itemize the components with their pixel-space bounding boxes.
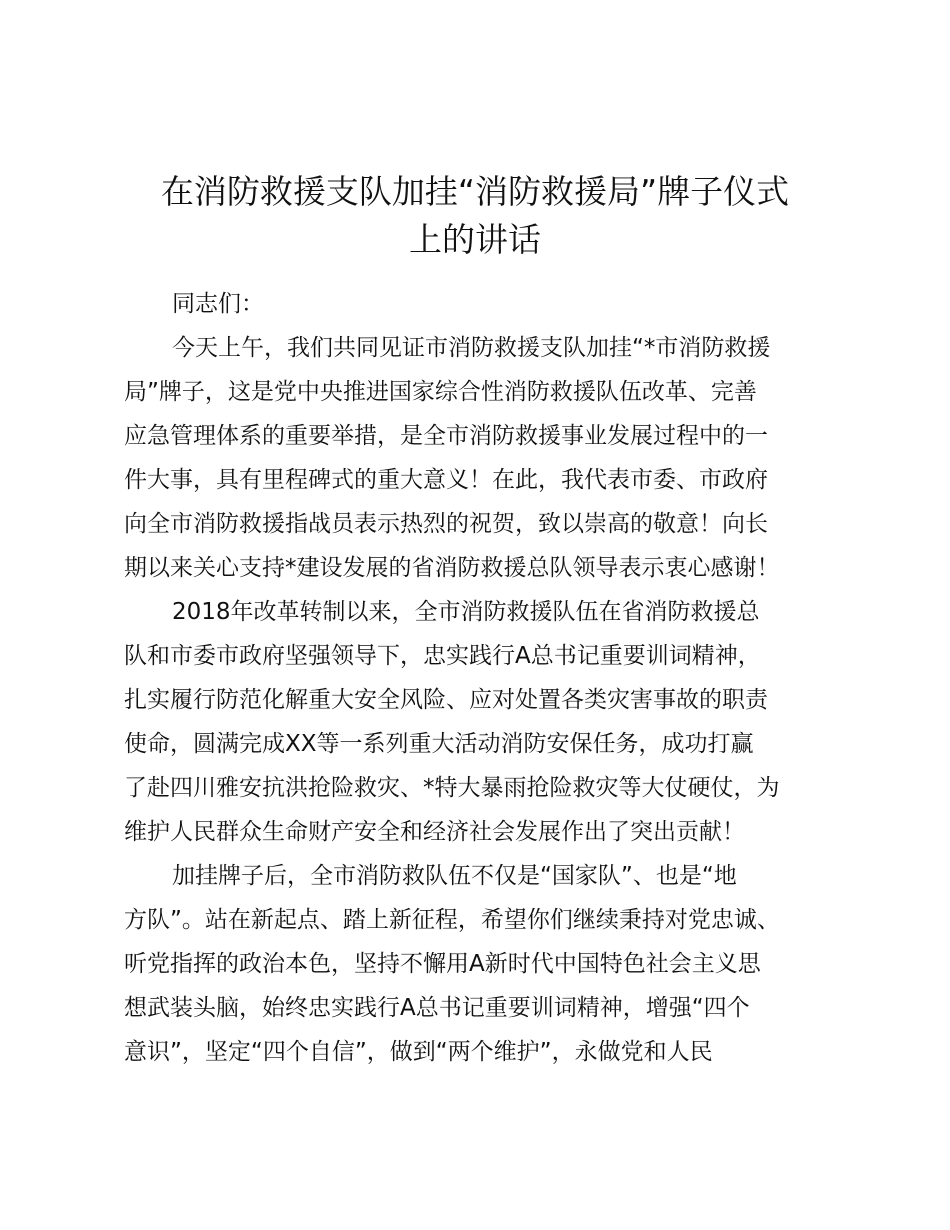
paragraph-1-line-6: 期以来关心支持*建设发展的省消防救援总队领导表示衷心感谢！ bbox=[124, 555, 780, 581]
paragraph-3-line-1: 加挂牌子后，全市消防救队伍不仅是“国家队”、也是“地 bbox=[172, 863, 737, 889]
paragraph-3-line-3: 听党指挥的政治本色，坚持不懈用A新时代中国特色社会主义思 bbox=[124, 951, 761, 977]
paragraph-3-line-2: 方队”。站在新起点、踏上新征程，希望你们继续秉持对党忠诚、 bbox=[124, 907, 780, 933]
paragraph-2-line-2: 队和市委市政府坚强领导下，忠实践行A总书记重要训词精神， bbox=[124, 643, 761, 669]
paragraph-2-line-1: 2018年改革转制以来，全市消防救援队伍在省消防救援总 bbox=[172, 599, 760, 625]
paragraph-2-line-5: 了赴四川雅安抗洪抢险救灾、*特大暴雨抢险救灾等大仗硬仗，为 bbox=[124, 775, 780, 801]
paragraph-3-line-5: 意识”，坚定“四个自信”，做到“两个维护”，永做党和人民 bbox=[124, 1039, 713, 1065]
paragraph-1-line-4: 件大事，具有里程碑式的重大意义！在此，我代表市委、市政府 bbox=[124, 467, 768, 493]
title-line-2: 上的讲话 bbox=[409, 220, 541, 259]
document-title bbox=[120, 168, 830, 264]
paragraph-2-line-3: 扎实履行防范化解重大安全风险、应对处置各类灾害事故的职责 bbox=[124, 687, 768, 713]
title-line-1: 在消防救援支队加挂“消防救援局”牌子仪式 bbox=[160, 172, 790, 211]
salutation: 同志们： bbox=[172, 291, 264, 317]
document-body bbox=[124, 282, 834, 1074]
paragraph-1-line-2: 局”牌子，这是党中央推进国家综合性消防救援队伍改革、完善 bbox=[124, 379, 757, 405]
paragraph-1-line-5: 向全市消防救援指战员表示热烈的祝贺，致以崇高的敬意！向长 bbox=[124, 511, 768, 537]
paragraph-2-line-4: 使命，圆满完成XX等一系列重大活动消防安保任务，成功打赢 bbox=[124, 731, 754, 757]
paragraph-2-line-6: 维护人民群众生命财产安全和经济社会发展作出了突出贡献！ bbox=[124, 819, 745, 845]
paragraph-3-line-4: 想武装头脑，始终忠实践行A总书记重要训词精神，增强“四个 bbox=[124, 995, 750, 1021]
paragraph-1-line-1: 今天上午，我们共同见证市消防救援支队加挂“*市消防救援 bbox=[172, 335, 771, 361]
paragraph-1-line-3: 应急管理体系的重要举措，是全市消防救援事业发展过程中的一 bbox=[124, 423, 768, 449]
